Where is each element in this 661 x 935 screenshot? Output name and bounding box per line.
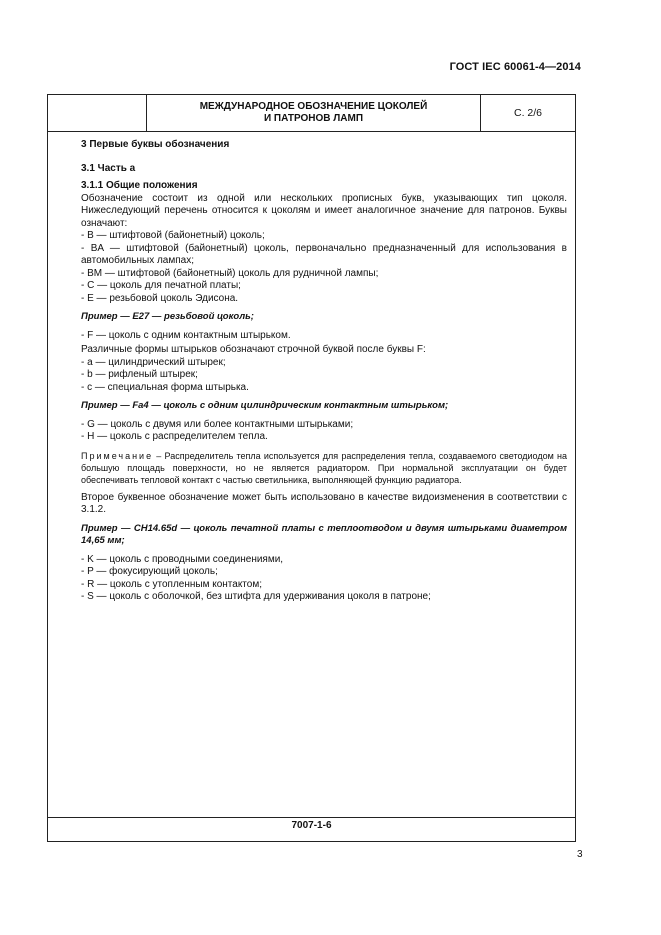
list-item: - K — цоколь с проводными соединениями, (81, 553, 284, 565)
footer-divider (48, 817, 575, 818)
header-title (147, 95, 481, 131)
example-ch14-65d: Пример — CH14.65d — цоколь печатной платы с теплоотводом и двумя штырьками диаметром 14,65 мм; (81, 522, 567, 546)
list-item: - R — цоколь с утопленным контактом; (81, 578, 262, 590)
note-text: – Распределитель тепла используется для распределения тепла, создаваемого светодиодом на большую площадь поверхности, но не является радиатором. При нормальной эксплуатации он будет обеспечивать тепловой контакт с частью светильника, выполняющей функцию радиатора. (81, 450, 567, 485)
page-number: 3 (577, 849, 583, 860)
list-item: - BM — штифтовой (байонетный) цоколь для рудничной лампы; (81, 267, 379, 279)
section-heading: 3 Первые буквы обозначения (81, 139, 230, 150)
intro-paragraph: Обозначение состоит из одной или нескольких прописных букв, указывающих тип цоколя. Нижеследующий перечень относится к цоколям и имеет аналогичное значение для патронов. Буквы означают: (81, 192, 567, 229)
note-label: Примечание (81, 450, 154, 461)
list-item: - S — цоколь с оболочкой, без штифта для удерживания цоколя в патроне; (81, 591, 431, 602)
list-item: - H — цоколь с распределителем тепла. (81, 431, 268, 442)
header-sheet-number: С. 2/6 (513, 107, 542, 119)
note (81, 450, 567, 486)
subsection-heading: 3.1.1 Общие положения (81, 180, 198, 191)
pin-forms-intro: Различные формы штырьков обозначают строчной буквой после буквы F: (81, 344, 426, 355)
second-letter-paragraph: Второе буквенное обозначение может быть использовано в качестве видоизменения в соответствии с 3.1.2. (81, 491, 567, 515)
header-table (48, 95, 575, 132)
list-item: - b — рифленый штырек; (81, 369, 198, 380)
example-e27: Пример — E27 — резьбовой цоколь; (81, 311, 254, 322)
header-title-line1: МЕЖДУНАРОДНОЕ ОБОЗНАЧЕНИЕ ЦОКОЛЕЙ (199, 101, 428, 112)
list-item: - P — фокусирующий цоколь; (81, 566, 218, 577)
part-heading: 3.1 Часть a (81, 162, 136, 174)
header-empty-cell (48, 95, 147, 131)
footer-document-code: 7007-1-6 (291, 820, 332, 831)
list-item: - c — специальная форма штырька. (81, 381, 249, 393)
list-item: - F — цоколь с одним контактным штырьком. (81, 329, 291, 341)
list-item: - BA — штифтовой (байонетный) цоколь, первоначально предназначенный для использования в автомобильных лампах; (81, 242, 567, 266)
example-fa4: Пример — Fa4 — цоколь с одним цилиндрическим контактным штырьком; (81, 400, 449, 411)
page-frame (47, 94, 576, 842)
standard-code: ГОСТ IEC 60061-4—2014 (449, 61, 581, 73)
list-item: - G — цоколь с двумя или более контактными штырьками; (81, 418, 354, 430)
body-content (81, 139, 567, 604)
list-item: - a — цилиндрический штырек; (81, 356, 226, 368)
list-item: - C — цоколь для печатной платы; (81, 280, 241, 291)
header-title-line2: И ПАТРОНОВ ЛАМП (263, 113, 364, 124)
list-item: - E — резьбовой цоколь Эдисона. (81, 292, 239, 304)
list-item: - B — штифтовой (байонетный) цоколь; (81, 230, 265, 241)
